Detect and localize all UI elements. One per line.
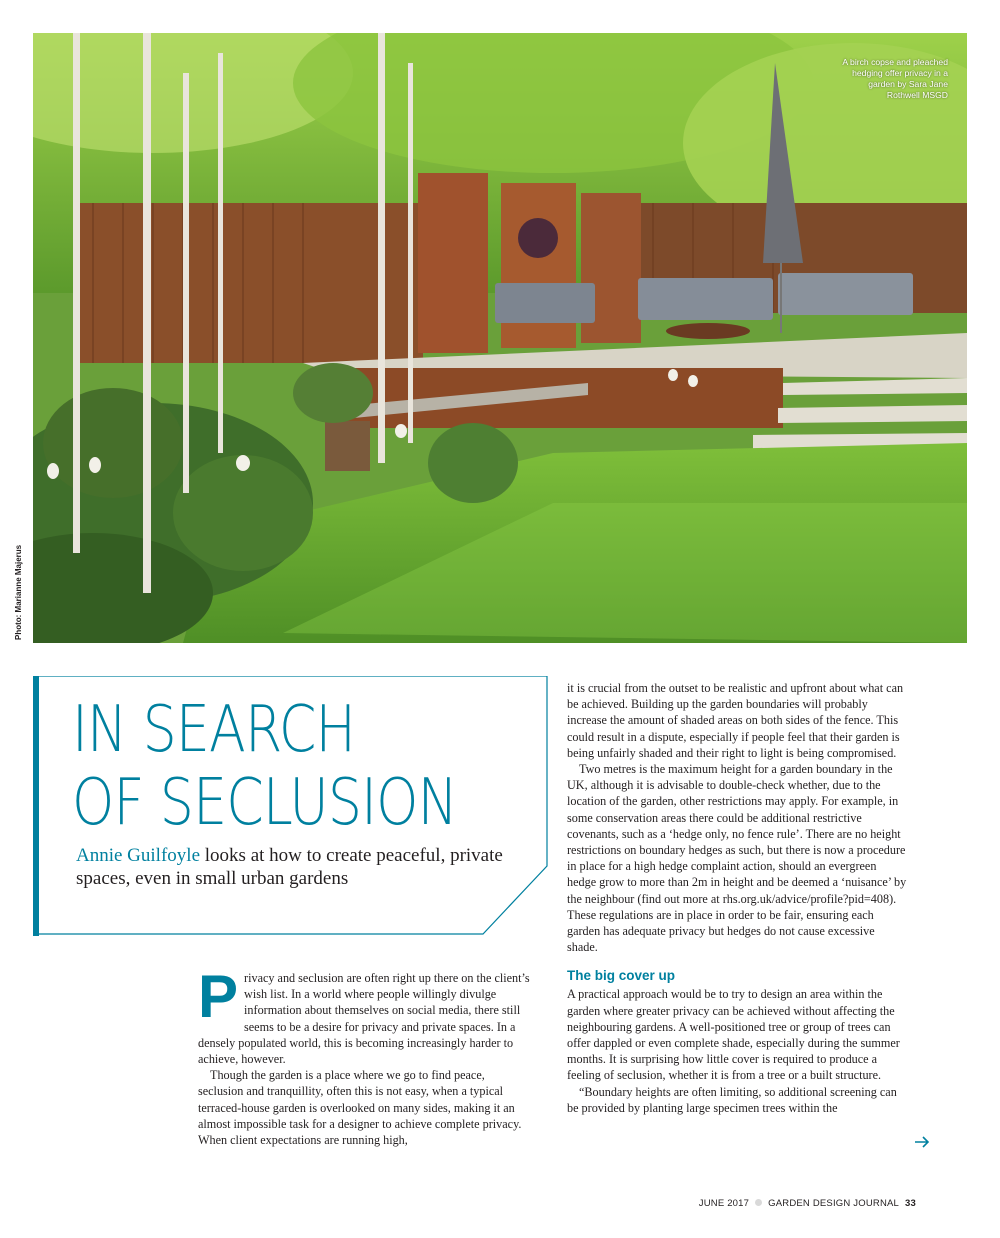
headline-line-1: IN SEARCH	[72, 693, 356, 767]
body-column-left	[198, 963, 530, 1148]
photo-credit: Photo: Marianne Majerus	[14, 544, 23, 640]
issue-date: JUNE 2017	[698, 1198, 750, 1209]
garden-illustration	[33, 33, 967, 643]
headline-line-2: OF SECLUSION	[72, 766, 458, 840]
author-name: Annie Guilfoyle	[76, 845, 201, 866]
body-paragraph: Two metres is the maximum height for a garden boundary in the UK, although it is advisable to double-check whether, due to the location of the garden, other restrictions may apply. For example, in some conservation areas there could be additional restrictive covenants, such as a ‘hedge only, no fence rule’. There are no height restrictions on boundary hedges as such, but there is now a procedure in place for a high hedge complaint action, should an evergreen hedge grow to more than 2m in height and be deemed a ‘nuisance’ by the neighbour (find out more at rhs.org.uk/advice/profile?pid=408). These regulations are in place in order to be fair, ensuring each garden has adequate privacy but hedges do not cause excessive shade.	[567, 762, 907, 955]
paragraph-text: rivacy and seclusion are often right up there on the client’s wish list. In a world where people willingly divulge information about themselves on social media, there still seems to be a desire for privacy and private spaces. In a densely populated world, this is becoming increasingly harder to achieve, however.	[198, 971, 530, 1067]
body-paragraph: “Boundary heights are often limiting, so additional screening can be provided by planting large specimen trees within the	[567, 1084, 897, 1115]
standfirst	[76, 845, 506, 890]
separator-dot-icon	[755, 1199, 762, 1206]
body-paragraph: A practical approach would be to try to design an area within the garden where greater privacy can be achieved without affecting the neighbouring gardens. A well-positioned tree or group of trees can offer dappled or even complete shade, especially during the summer months. It is surprising how little cover is required to produce a feeling of seclusion, whether it is from a tree or a built structure.	[567, 987, 900, 1083]
headline	[72, 694, 457, 840]
standfirst-text: looks at how to create peaceful, private spaces, even in small urban gardens	[76, 845, 503, 889]
garden-photo	[33, 33, 967, 643]
page-number: 33	[905, 1198, 916, 1209]
body-paragraph: Though the garden is a place where we go to find peace, seclusion and tranquillity, often this is not easy, when a typical terraced-house garden is overlooked on many sides, making it an almost impossible task for a designer to achieve complete privacy. When client expectations are running high,	[198, 1068, 522, 1148]
page-footer	[699, 1198, 916, 1209]
photo-caption: A birch copse and pleached hedging offer privacy in a garden by Sara Jane Rothwell MSGD	[842, 57, 948, 100]
continue-arrow-icon	[914, 1135, 930, 1149]
body-paragraph	[198, 963, 530, 1067]
drop-cap: P	[198, 963, 239, 1030]
body-column-right	[567, 680, 907, 1116]
section-subheading: The big cover up	[567, 968, 676, 984]
body-paragraph: it is crucial from the outset to be realistic and upfront about what can be achieved. Building up the garden boundaries will probably increase the amount of shaded areas on both sides of the fence. This could result in a dispute, especially if people feel that their garden is being unfairly shaded and their right to light is being compromised.	[567, 681, 904, 760]
magazine-name: GARDEN DESIGN JOURNAL	[768, 1198, 900, 1209]
